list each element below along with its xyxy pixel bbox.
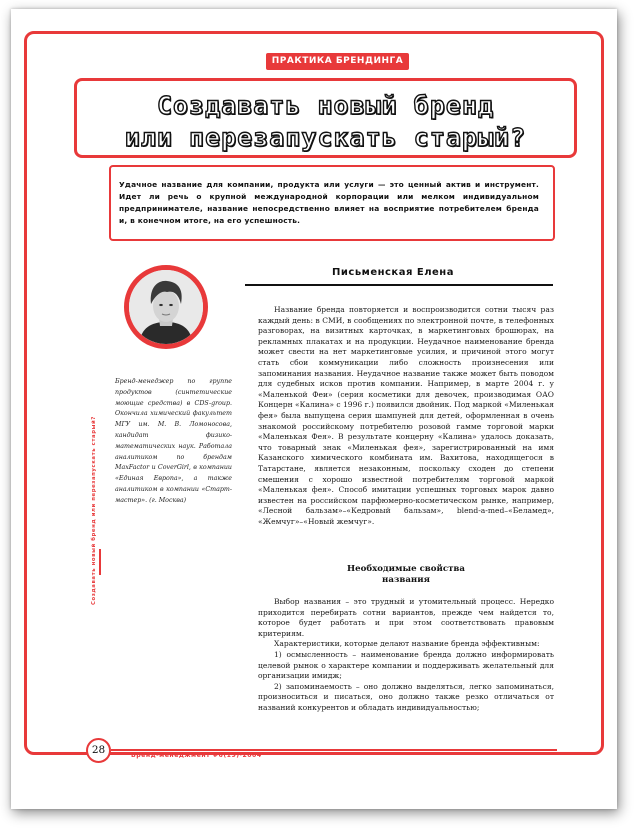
article-body-continued (258, 597, 554, 714)
author-portrait-photo (129, 270, 203, 344)
side-running-title: Создавать новый бренд или перезапускать старый? (91, 416, 97, 605)
subheading-line-2: названия (382, 575, 430, 585)
page-number: 28 (86, 738, 111, 763)
section-tab: ПРАКТИКА БРЕНДИНГА (266, 53, 409, 70)
author-name: Письменская Елена (332, 267, 454, 278)
article-body (258, 305, 554, 527)
body-paragraph: Выбор названия – это трудный и утомительный процесс. Нередко приходится перебирать сотни вариантов, прежде чем найдется то, которое будет работать и при этом соответствовать правовым критериям. (258, 597, 554, 638)
body-paragraph: 1) осмысленность – наименование бренда должно информировать целевой рынок о характере компании и поддерживать желательный для организации имидж; (258, 649, 554, 681)
article-title-line-1: Создавать новый бренд (156, 91, 495, 120)
footer-journal: Бренд-менеджмент #6(19)·2004 (131, 752, 262, 759)
author-divider (245, 284, 553, 286)
body-paragraph: 2) запоминаемость – оно должно выделяться, легко запоминаться, произноситься и писаться, оно должно также резко отличаться от названий конкурентов и обладать индивидуальностью; (258, 681, 554, 712)
footer-rule (111, 749, 557, 751)
subheading-line-1: Необходимые свойства (347, 564, 465, 574)
intro-lead: Удачное название для компании, продукта или услуги — это ценный актив и инструмент. Идет ли речь о крупной международной корпорации или мелком индивидуальном предпринимателе, название непосредственно влияет на восприятие потребителем бренда и, в конечном итоге, на его успешность. (109, 165, 555, 241)
magazine-page (11, 9, 617, 809)
author-portrait (124, 265, 208, 349)
author-bio: Бренд-менеджер по группе продуктов (синтетические моющие средства) в CDS-group. Окончила химический факультет МГУ им. М. В. Ломоносова, кандидат физико-математических наук. Работала аналитиком по брендам MaxFactor и CoverGirl, в компании «Единая Европа», а также аналитиком в компании «Старт-мастер». (г. Москва) (115, 378, 232, 504)
title-box (74, 78, 577, 158)
body-paragraph: Характеристики, которые делают название бренда эффективным: (274, 639, 540, 649)
side-rule-top (99, 549, 101, 575)
subheading (301, 564, 511, 586)
article-title-line-2: или перезапускать старый? (124, 123, 527, 152)
body-paragraph: Название бренда повторяется и воспроизводится сотни тысяч раз каждый день: в СМИ, в сообщениях по электронной почте, в телефонных разговорах, на визитных карточках, в маркетинговых брошюрах, на рекламных плакатах и на продукции. Неудачное наименование бренда может свести на нет маркетинговые усилия, и причиной этого могут стать сбои коммуникации либо сложность произнесения или запоминания названия. Неудачное название также может быть поводом для судебных исков против компании. Например, в марте 2004 г. у «Маленькой Феи» (серия косметики для девочек, производимая ОАО Концерн «Калина» с 1996 г.) появился двойник. Под маркой «Миленькая фея» была выпущена серия шампуней для детей, оформленная в очень знакомой российскому потребителю розовой гамме торговой марки «Маленькая Фея». В результате концерну «Калина» удалось доказать, что товарный знак «Миленькая фея», зарегистрированный на имя Казанского химического комбината им. Вахитова, находящегося в Татарстане, является незаконным, поскольку сходен до степени смешения с хорошо известной потребителям торговой маркой «Маленькая фея». Способ имитации успешных торговых марок давно известен на российском парфюмерно-косметическом рынке, например, «Лесной бальзам»–«Кедровый бальзам», blend-a-med–«Беламед», «Жемчуг»–«Новый жемчуг». (258, 305, 554, 526)
